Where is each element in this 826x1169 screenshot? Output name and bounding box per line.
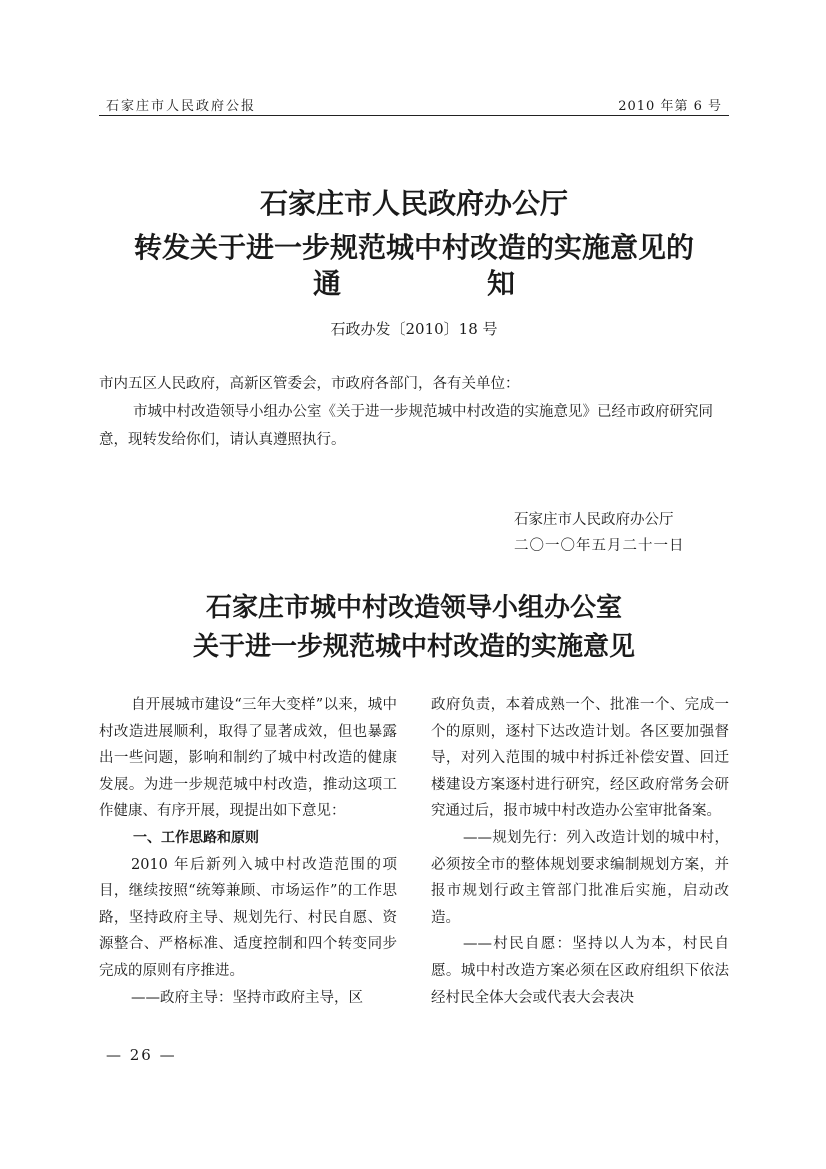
opinion-title-line1: 石家庄市城中村改造领导小组办公室 (205, 593, 622, 623)
opinion-title-line2: 关于进一步规范城中村改造的实施意见 (192, 632, 635, 662)
paragraph: ——村民自愿：坚持以人为本，村民自愿。城中村改造方案必须在区政府组织下依法经村民全体大会或代表大会表决 (431, 936, 729, 1006)
issue-number: 2010 年第 6 号 (618, 99, 722, 114)
section-heading: 一、工作思路和原则 (133, 829, 259, 846)
addressee: 市内五区人民政府，高新区管委会，市政府各部门，各有关单位： (99, 376, 520, 392)
signature-date: 二〇一〇年五月二十一日 (514, 538, 685, 554)
paragraph: ——规划先行：列入改造计划的城中村，必须按全市的整体规划要求编制规划方案，并报市规划行政主管部门批准后实施，启动改造。 (431, 829, 729, 926)
signature-org: 石家庄市人民政府办公厅 (514, 512, 674, 528)
notice-title-line3 (99, 262, 729, 306)
left-column (99, 692, 397, 1011)
paragraph: 政府负责，本着成熟一个、批准一个、完成一个的原则，逐村下达改造计划。各区要加强督导，对列入范围的城中村拆迁补偿安置、回迁楼建设方案逐村进行研究，经区政府常务会研究通过后，报市城中村改造办公室审批备案。 (431, 697, 729, 820)
right-column (431, 692, 729, 1011)
page-number: — 26 — (106, 1046, 177, 1064)
publication-name: 石家庄市人民政府公报 (106, 99, 257, 114)
notice-title-char-right: 知 (487, 267, 516, 300)
notice-title-char-left: 通 (312, 267, 341, 300)
paragraph: ——政府主导：坚持市政府主导，区 (131, 989, 363, 1006)
paragraph: 自开展城市建设“三年大变样”以来，城中村改造进展顺利，取得了显著成效，但也暴露出一些问题，影响和制约了城中村改造的健康发展。为进一步规范城中村改造，推动这项工作健康、有序开展，现提出如下意见： (99, 697, 397, 820)
header-divider (99, 115, 729, 116)
notice-body: 市城中村改造领导小组办公室《关于进一步规范城中村改造的实施意见》已经市政府研究同意，现转发给你们，请认真遵照执行。 (99, 404, 713, 448)
document-number: 石政办发〔2010〕18 号 (330, 320, 498, 338)
paragraph: 2010 年后新列入城中村改造范围的项目，继续按照“统筹兼顾、市场运作”的工作思路，坚持政府主导、规划先行、村民自愿、资源整合、严格标准、适度控制和四个转变同步完成的原则有序推进。 (99, 856, 397, 979)
notice-title-line1: 石家庄市人民政府办公厅 (259, 187, 568, 220)
notice-title-line2: 转发关于进一步规范城中村改造的实施意见的 (133, 231, 694, 264)
